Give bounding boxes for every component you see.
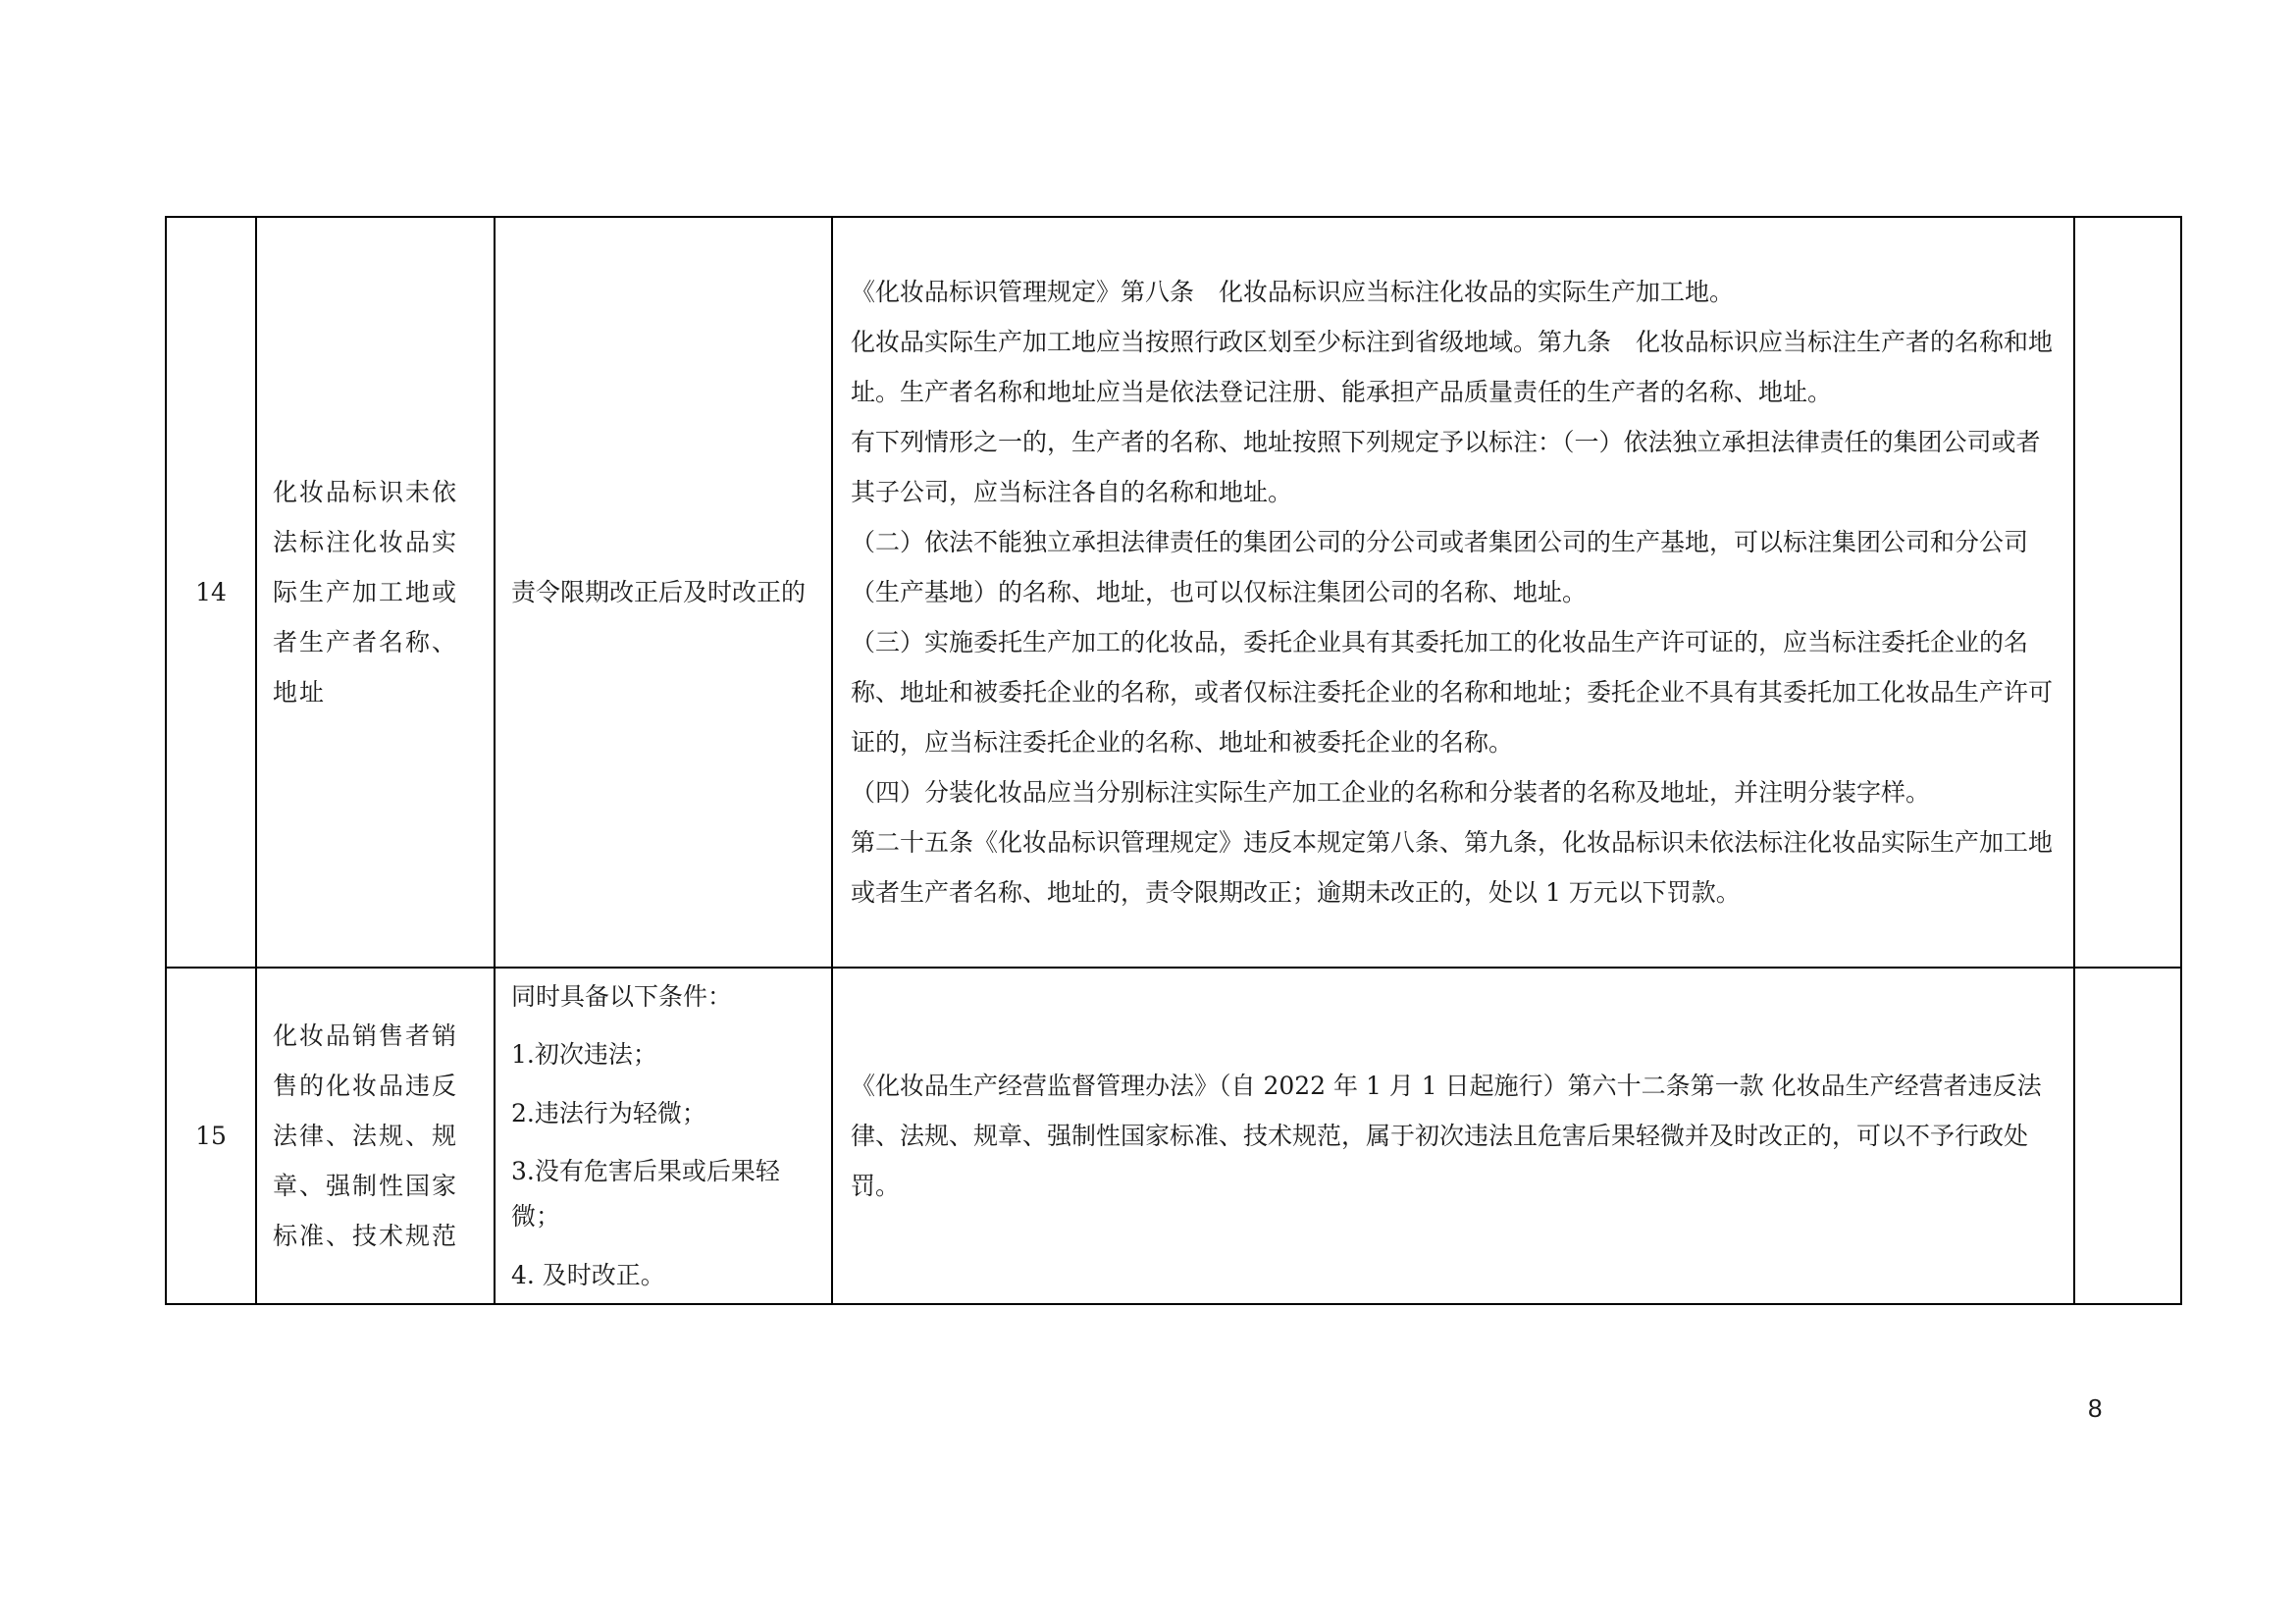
row-number: 15: [166, 968, 256, 1304]
basis-paragraph: 有下列情形之一的，生产者的名称、地址按照下列规定予以标注：（一）依法独立承担法律责任的集团公司或者其子公司，应当标注各自的名称和地址。: [851, 428, 2041, 506]
document-table: [165, 216, 2182, 1305]
basis-paragraph: 《化妆品标识管理规定》第八条 化妆品标识应当标注化妆品的实际生产加工地。: [851, 278, 1735, 306]
basis-paragraph: （三）实施委托生产加工的化妆品，委托企业具有其委托加工的化妆品生产许可证的，应当标注委托企业的名称、地址和被委托企业的名称，或者仅标注委托企业的名称和地址；委托企业不具有其委托加工化妆品生产许可证的，应当标注委托企业的名称、地址和被委托企业的名称。: [851, 628, 2054, 757]
exemption-conditions: [495, 968, 832, 1304]
remark-cell: [2074, 217, 2181, 968]
violation-description: 化妆品标识未依法标注化妆品实际生产加工地或者生产者名称、地址: [256, 217, 495, 968]
exemption-condition: 责令限期改正后及时改正的: [495, 217, 832, 968]
row-number: 14: [166, 217, 256, 968]
condition-line: 3.没有危害后果或后果轻微；: [511, 1157, 780, 1231]
violation-description: 化妆品销售者销售的化妆品违反法律、法规、规章、强制性国家标准、技术规范: [256, 968, 495, 1304]
basis-paragraph: 《化妆品生产经营监督管理办法》（自 2022 年 1 月 1 日起施行）第六十二条第一款 化妆品生产经营者违反法律、法规、规章、强制性国家标准、技术规范，属于初次违法且危害后果轻微并及时改正的，可以不予行政处罚。: [851, 1072, 2042, 1200]
basis-paragraph: （四）分装化妆品应当分别标注实际生产加工企业的名称和分装者的名称及地址，并注明分装字样。: [851, 778, 1931, 807]
table-row: [166, 968, 2181, 1304]
legal-basis: [832, 968, 2074, 1304]
basis-paragraph: （二）依法不能独立承担法律责任的集团公司的分公司或者集团公司的生产基地，可以标注集团公司和分公司（生产基地）的名称、地址，也可以仅标注集团公司的名称、地址。: [851, 528, 2029, 606]
table-row: [166, 217, 2181, 968]
condition-line: 2.违法行为轻微；: [511, 1098, 706, 1127]
remark-cell: [2074, 968, 2181, 1304]
basis-paragraph: 第二十五条《化妆品标识管理规定》违反本规定第八条、第九条，化妆品标识未依法标注化妆品实际生产加工地或者生产者名称、地址的，责令限期改正；逾期未改正的，处以 1 万元以下罚款。: [851, 828, 2054, 907]
condition-line: 1.初次违法；: [511, 1040, 657, 1069]
condition-line: 同时具备以下条件：: [511, 981, 733, 1011]
basis-paragraph: 化妆品实际生产加工地应当按照行政区划至少标注到省级地域。第九条 化妆品标识应当标注生产者的名称和地址。生产者名称和地址应当是依法登记注册、能承担产品质量责任的生产者的名称、地址。: [851, 328, 2054, 406]
page-number: 8: [2088, 1393, 2103, 1423]
legal-basis: [832, 217, 2074, 968]
condition-line: 4. 及时改正。: [511, 1260, 665, 1289]
